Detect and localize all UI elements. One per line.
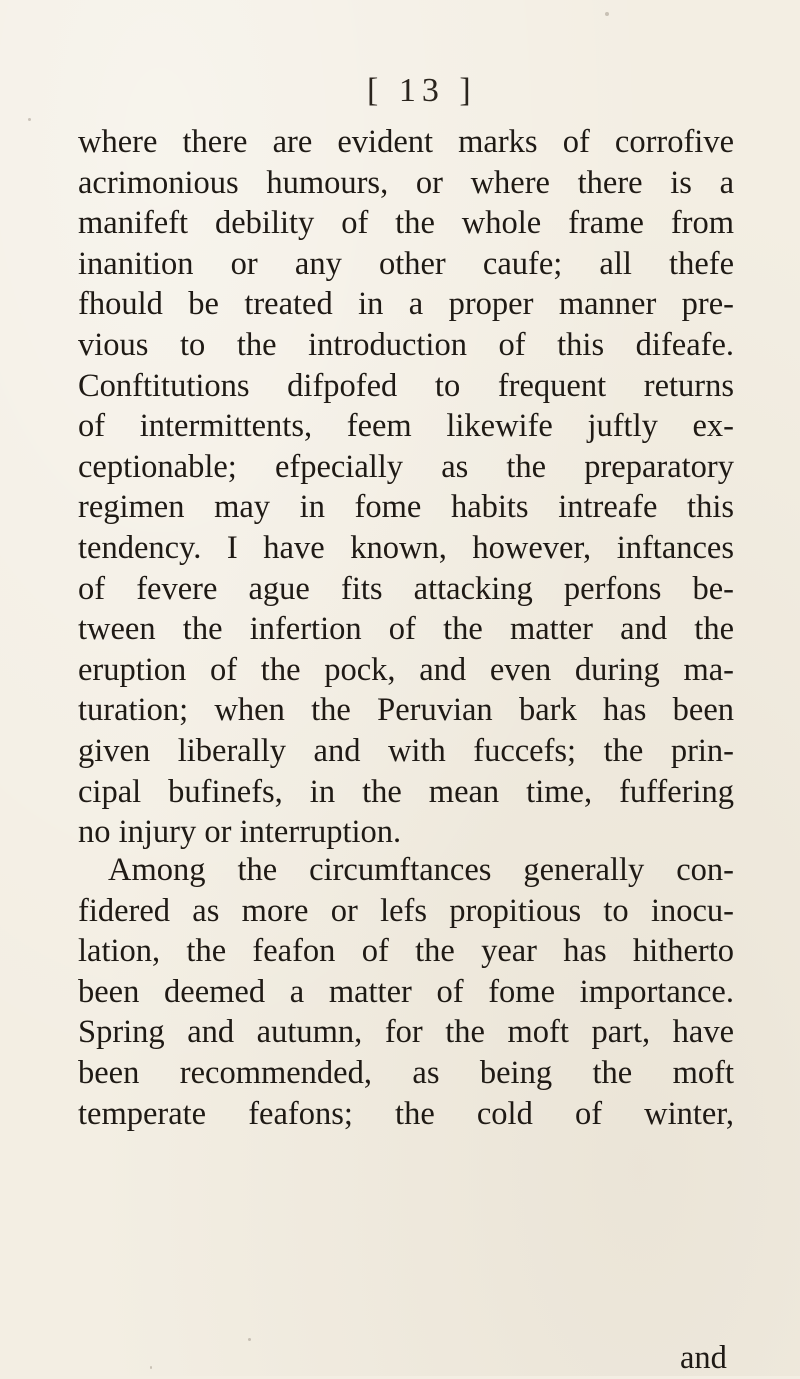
text-line: lation, the feafon of the year has hitherto xyxy=(78,933,734,970)
text-line: of intermittents, feem likewife juftly ex- xyxy=(78,408,734,445)
text-line: of fevere ague fits attacking perfons be- xyxy=(78,570,734,607)
catchword: and xyxy=(680,1340,727,1376)
text-line: fhould be treated in a proper manner pre- xyxy=(78,286,734,323)
text-line: fidered as more or lefs propitious to inocu- xyxy=(78,892,734,929)
text-line: manifeft debility of the whole frame from xyxy=(78,205,734,242)
text-line: tendency. I have known, however, inftances xyxy=(78,529,734,566)
text-line: regimen may in fome habits intreafe this xyxy=(78,489,734,526)
text-line: Among the circumftances generally con- xyxy=(108,852,734,888)
paper-speck xyxy=(605,12,609,16)
text-line: Conftitutions difpofed to frequent returns xyxy=(78,367,734,404)
paragraph-1 xyxy=(78,122,734,853)
text-line: Spring and autumn, for the moft part, have xyxy=(78,1014,734,1051)
text-line: inanition or any other caufe; all thefe xyxy=(78,245,734,282)
text-line: eruption of the pock, and even during ma- xyxy=(78,651,734,688)
text-line: temperate feafons; the cold of winter, xyxy=(78,1095,734,1132)
paragraph-2 xyxy=(78,850,734,1134)
paper-speck xyxy=(150,1366,152,1369)
text-line: given liberally and with fuccefs; the prin- xyxy=(78,732,734,769)
text-line: tween the infertion of the matter and the xyxy=(78,611,734,648)
paper-speck xyxy=(28,118,31,121)
text-line: where there are evident marks of corrofive xyxy=(78,124,734,160)
text-line: cipal bufinefs, in the mean time, fuffering xyxy=(78,773,734,810)
text-line: acrimonious humours, or where there is a xyxy=(78,164,734,201)
text-line: been recommended, as being the moft xyxy=(78,1054,734,1091)
paper-speck xyxy=(248,1338,251,1341)
text-line: no injury or interruption. xyxy=(78,814,402,851)
text-line: ceptionable; efpecially as the preparatory xyxy=(78,448,734,485)
page-number: [ 13 ] xyxy=(367,72,477,109)
text-line: turation; when the Peruvian bark has been xyxy=(78,692,734,729)
text-line: been deemed a matter of fome importance. xyxy=(78,973,734,1010)
text-line: vious to the introduction of this difeafe. xyxy=(78,326,734,363)
